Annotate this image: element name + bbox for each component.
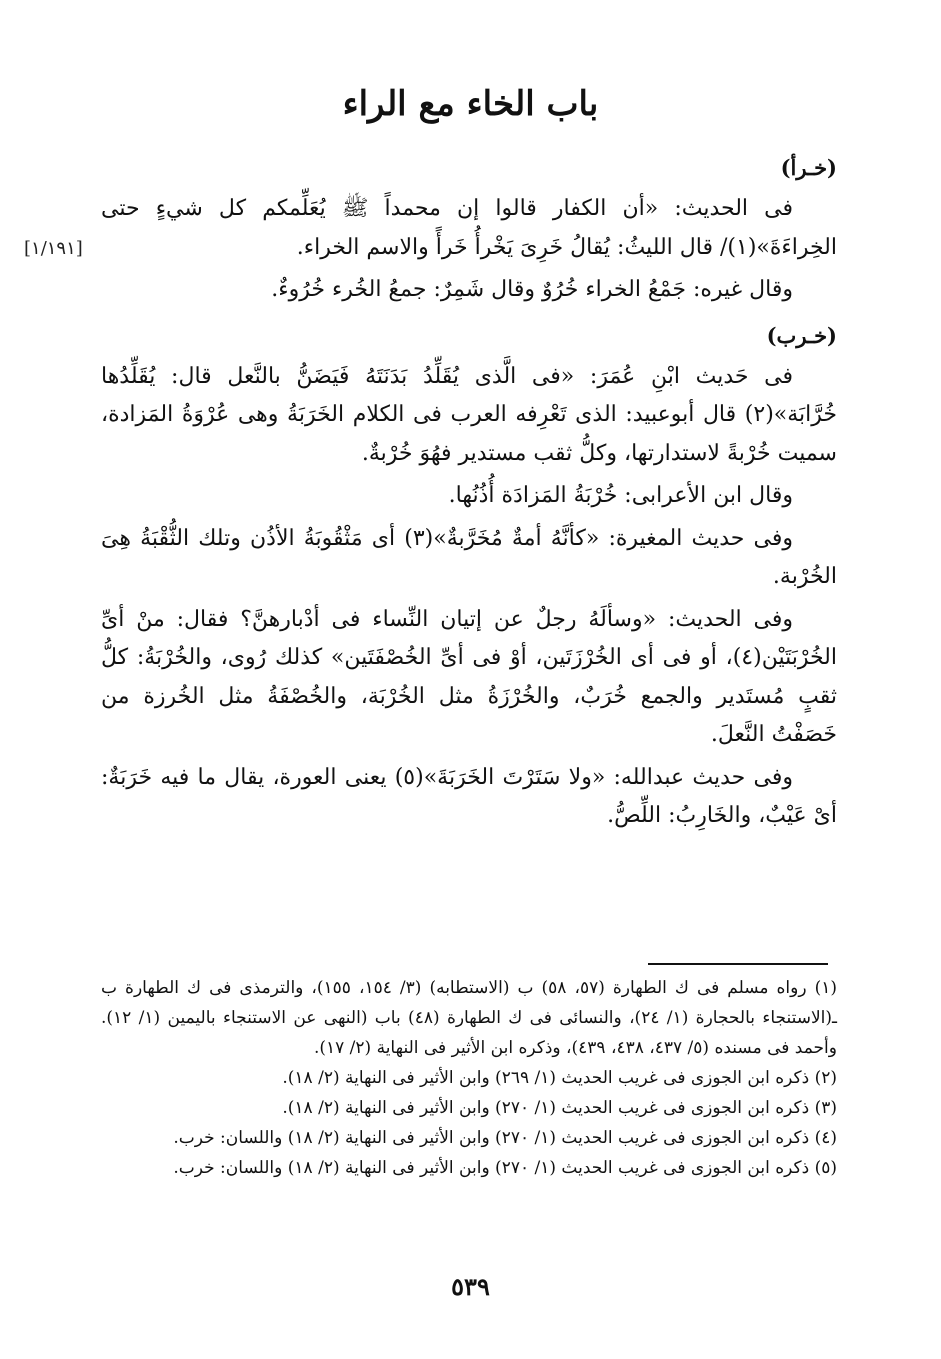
paragraph: وقال ابن الأعرابى: خُرْبَةُ المَزادَة أُذُنُها.	[448, 483, 793, 508]
footnote-divider	[648, 963, 828, 965]
paragraph: وقال غيره: جَمْعُ الخراء خُرُوٌ وقال شَمِرٌ: جمعُ الخُرء خُرُوءٌ.	[271, 277, 793, 302]
footnote: (١) رواه مسلم فى ك الطهارة (٥٧، ٥٨) ب (الاستطابه) (٣/ ١٥٤، ١٥٥)، والترمذى فى ك الطهارة ب ـ(الاستنجاء بالحجارة (١/ ٢٤)، والنسائى فى ك الطهارة (٤٨) باب (النهى عن الاستنجاء باليمين (١/ ١٢). وأحمد فى مسنده (٥/ ٤٣٧، ٤٣٨، ٤٣٩)، وذكره ابن الأثير فى النهاية (٢/ ١٧).	[101, 978, 838, 1058]
main-text	[101, 146, 837, 840]
margin-reference: [١/١٩١]	[24, 238, 83, 259]
paragraph: وفى الحديث: «وسألَهُ رجلٌ عن إتيان النِّساء فى أدْبارهنَّ؟ فقال: منْ أىِّ الخُرْبَتَيْن(٤)، أو فى أى الخُرْزَتَين، أوْ فى أىِّ الخُصْفَتَين» كذلك رُوى، والخُرْبَةُ: كلُّ ثقبٍ مُستَدير والجمع خُرَبٌ، والخُرْزَةُ مثل الخُرْبَة، والخُصْفَةُ مثل الخُرزة من خَصَفْتُ النَّعلَ.	[101, 606, 837, 747]
paragraph: فى حَديث ابْنِ عُمَرَ: «فى الَّذى يُقَلِّدُ بَدَنَتَهُ فَيَضَنُّ بالنَّعل قال: يُقَلِّدُها خُرَّابَة»(٢) قال أبوعبيد: الذى تَعْرِفه العرب فى الكلام الخَرَبَةُ وهى عُرْوَةُ المَزادة، سميت خُرْبةً لاستدارتها، وكلُّ ثقب مستدير فهُوَ خُرْبةٌ.	[101, 363, 837, 466]
paragraph: فى الحديث: «أن الكفار قالوا إن محمداً ﷺ يُعَلِّمكم كل شيءٍ حتى الخِراءَةَ»(١)/ قال الليثُ: يُقالُ خَرِىَ يَخْرأُ خَرأً والاسم الخراء.	[101, 196, 837, 260]
section-heading: (خـرأ)	[780, 155, 837, 180]
footnotes	[101, 973, 837, 1183]
page-number: ٥٣٩	[451, 1272, 490, 1301]
footnote: (٤) ذكره ابن الجوزى فى غريب الحديث (١/ ٢٧٠) وابن الأثير فى النهاية (٢/ ١٨) واللسان: خرب.	[173, 1128, 837, 1148]
footnote: (٢) ذكره ابن الجوزى فى غريب الحديث (١/ ٢٦٩) وابن الأثير فى النهاية (٢/ ١٨).	[282, 1068, 837, 1088]
footnote: (٣) ذكره ابن الجوزى فى غريب الحديث (١/ ٢٧٠) وابن الأثير فى النهاية (٢/ ١٨).	[282, 1098, 837, 1118]
section-khr-a	[101, 146, 837, 310]
paragraph: وفى حديث عبدالله: «ولا سَتَرْتَ الخَرَبَةَ»(٥) يعنى العورة، يقال ما فيه خَرَبَةٌ: أىْ عَيْبٌ، والخَارِبُ: اللِّصُّ.	[101, 764, 837, 828]
footnote: (٥) ذكره ابن الجوزى فى غريب الحديث (١/ ٢٧٠) وابن الأثير فى النهاية (٢/ ١٨) واللسان: خرب.	[173, 1158, 837, 1178]
section-heading: (خـرب)	[766, 322, 837, 348]
paragraph: وفى حديث المغيرة: «كأنَّهُ أمةٌ مُخَرَّبةٌ»(٣) أى مَثْقُوبَةُ الأذُن وتلك الثُّقْبَةُ هِىَ الخُرْبة.	[101, 525, 837, 589]
page-title: باب الخاء مع الراء	[342, 84, 599, 124]
section-khr-b	[101, 314, 837, 836]
